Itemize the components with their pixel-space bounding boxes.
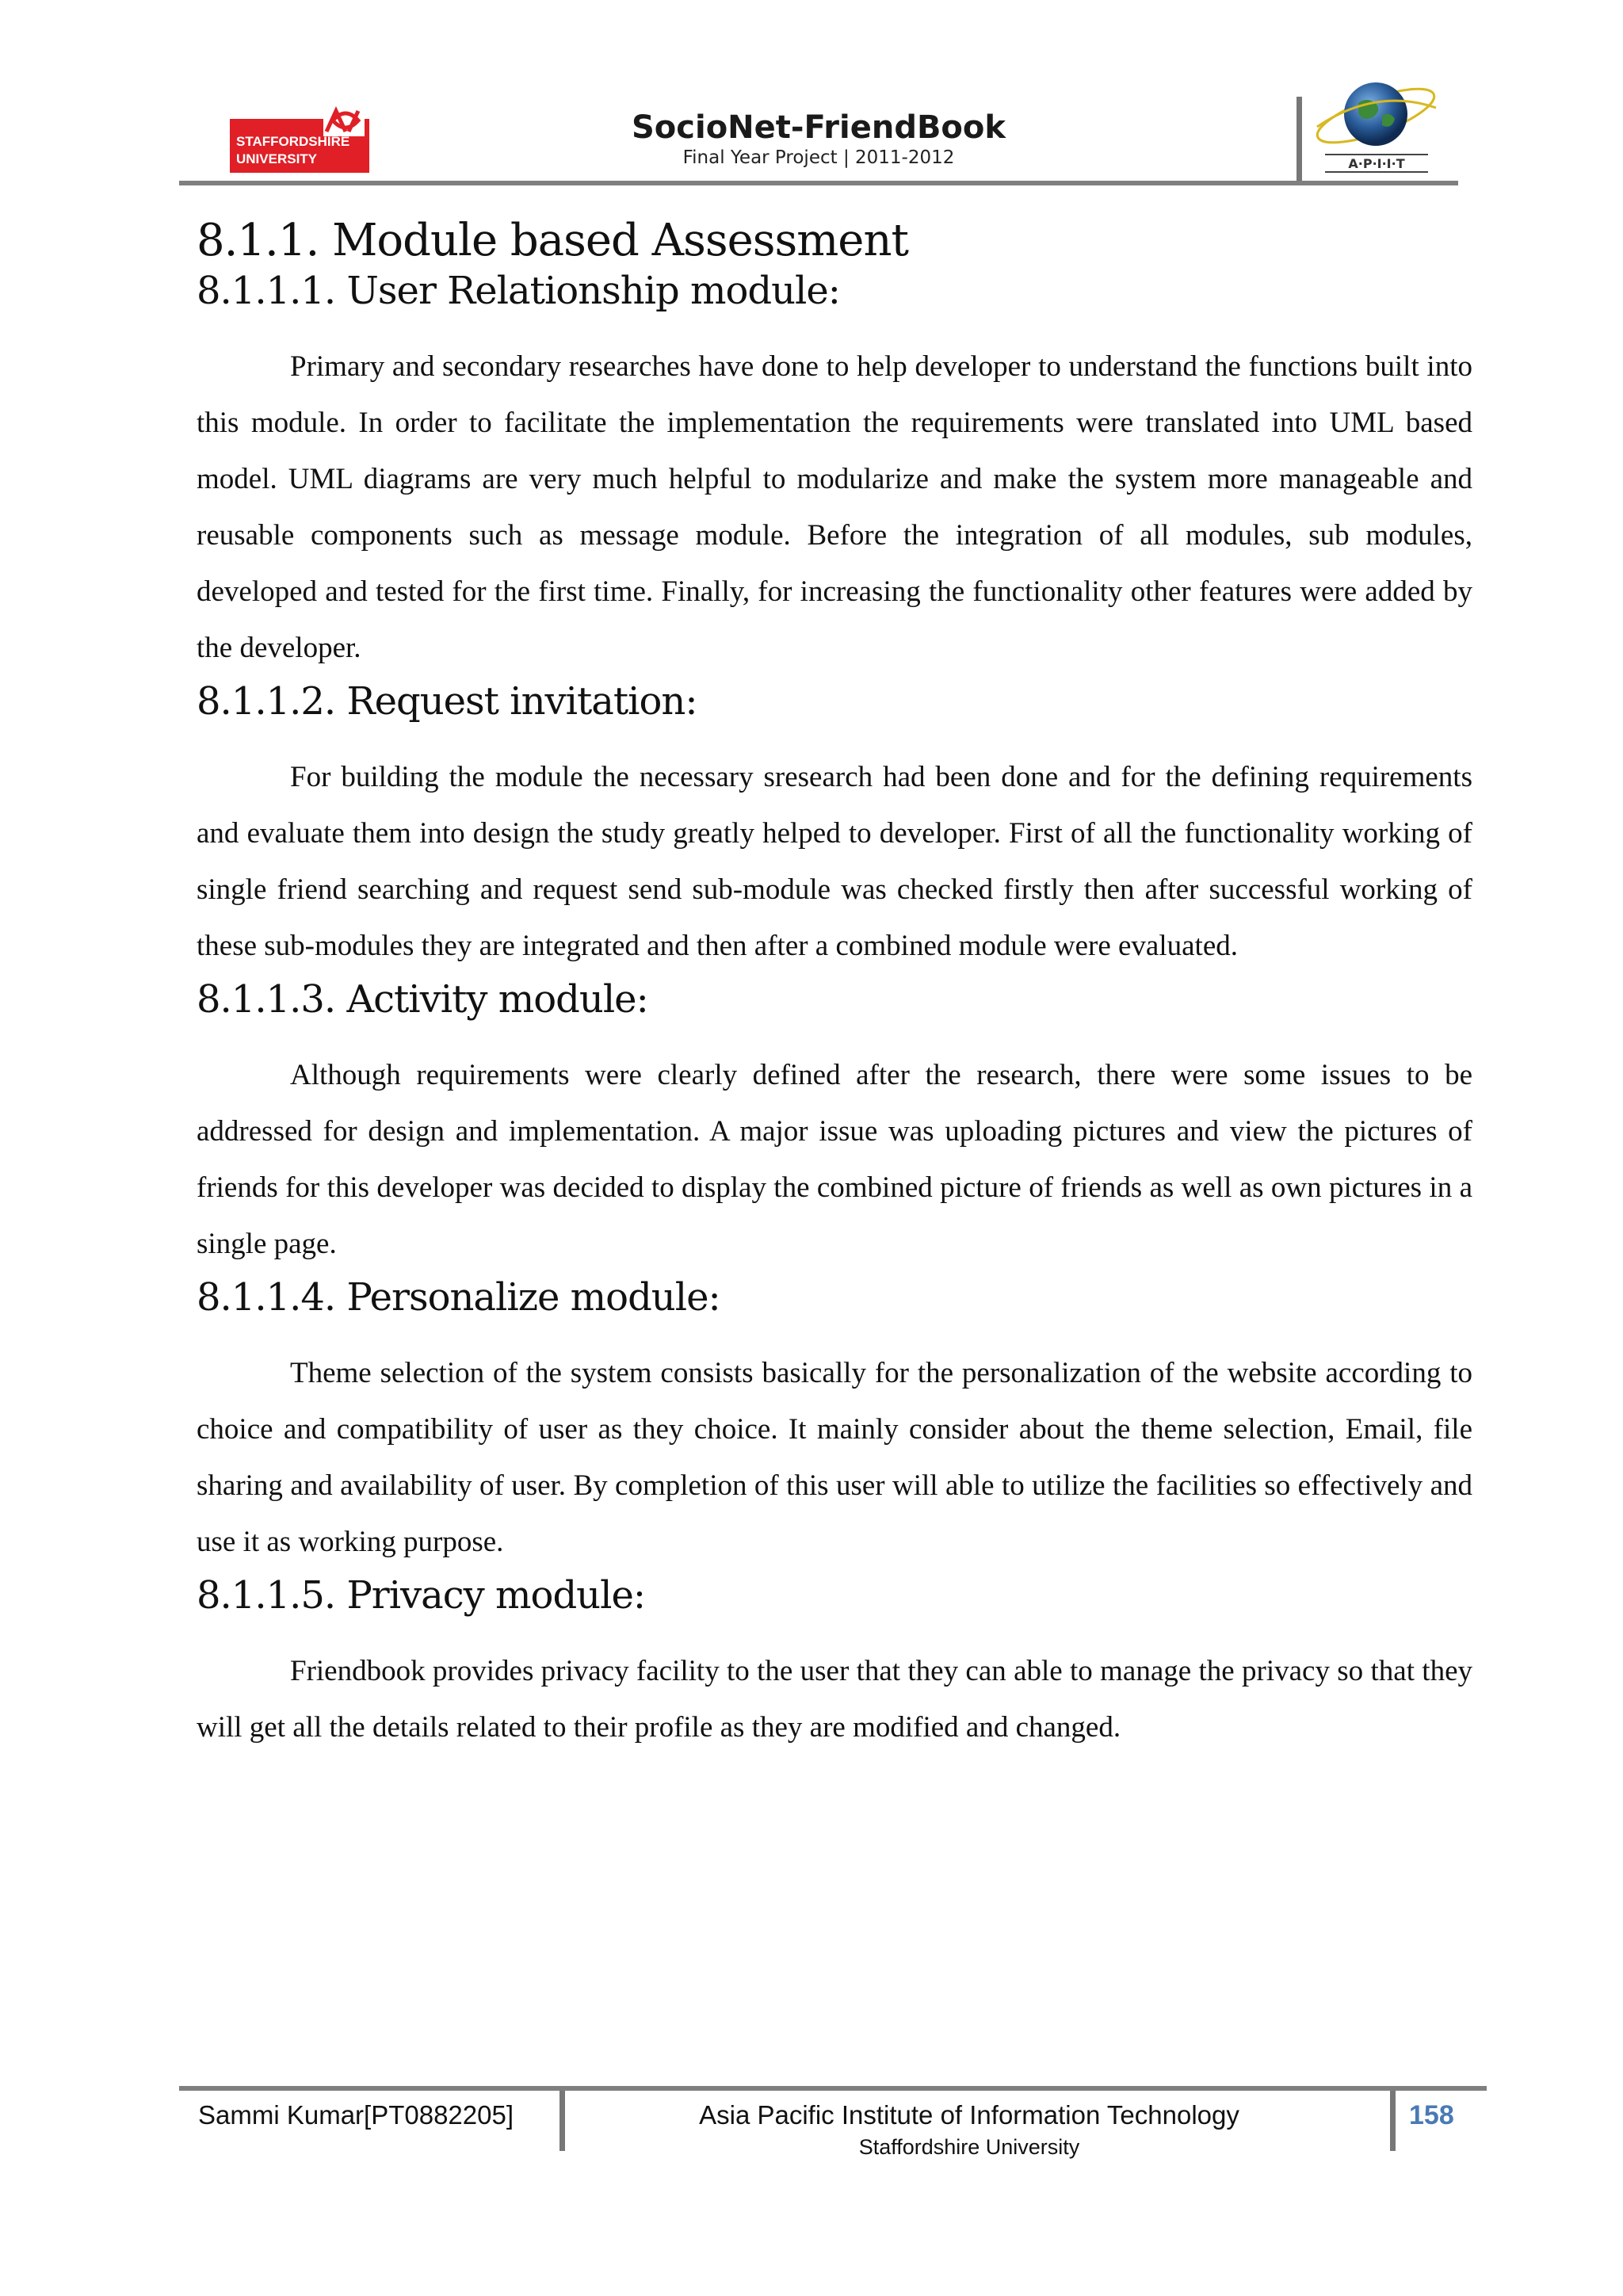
- footer-divider: [1390, 2091, 1396, 2151]
- page-footer: [179, 2086, 1487, 2165]
- document-subtitle: Final Year Project | 2011-2012: [682, 147, 955, 168]
- svg-text:A·P·I·I·T: A·P·I·I·T: [1348, 156, 1405, 171]
- svg-text:UNIVERSITY: UNIVERSITY: [236, 151, 318, 166]
- header-divider: [1296, 97, 1302, 181]
- subsection-heading-personalize: 8.1.1.4. Personalize module:: [197, 1275, 720, 1320]
- subsection-heading-activity: 8.1.1.3. Activity module:: [197, 977, 648, 1022]
- page-header: [179, 48, 1458, 184]
- page-number: 158: [1409, 2100, 1454, 2130]
- document-title: SocioNet-FriendBook: [631, 109, 1006, 146]
- footer-institution: Asia Pacific Institute of Information Technology: [699, 2100, 1239, 2130]
- subsection-heading-request-invitation: 8.1.1.2. Request invitation:: [197, 679, 697, 724]
- paragraph-user-relationship: Primary and secondary researches have done to help developer to understand the functions built into this module. In order to facilitate the implementation the requirements were translated into UML based model. UML diagrams are very much helpful to modularize and make the system more manageable and reusable components such as message module. Before the integration of all modules, sub modules, developed and tested for the first time. Finally, for increasing the functionality other features were added by the developer.: [197, 350, 1472, 665]
- page-content: [197, 214, 1472, 1755]
- apiit-globe-logo: [1309, 71, 1444, 182]
- footer-author: Sammi Kumar[PT0882205]: [198, 2100, 514, 2130]
- paragraph-request-invitation: For building the module the necessary sresearch had been done and for the defining requirements and evaluate them into design the study greatly helped to developer. First of all the functionality working of single friend searching and request send sub-module was checked firstly then after successful working of these sub-modules they are integrated and then after a combined module were evaluated.: [197, 761, 1472, 963]
- paragraph-activity: Although requirements were clearly defined after the research, there were some issues to be addressed for design and implementation. A major issue was uploading pictures and view the pictures of friends for this developer was decided to display the combined picture of friends as well as own pictures in a single page.: [197, 1059, 1472, 1261]
- svg-text:STAFFORDSHIRE: STAFFORDSHIRE: [236, 134, 350, 149]
- footer-rule: [179, 2086, 1487, 2091]
- footer-divider: [559, 2091, 565, 2151]
- header-rule: [179, 181, 1458, 185]
- paragraph-personalize: Theme selection of the system consists basically for the personalization of the website according to choice and compatibility of user as they choice. It mainly consider about the theme selection, Email, file sharing and availability of user. By completion of this user will able to utilize the facilities so effectively and use it as working purpose.: [197, 1357, 1472, 1559]
- subsection-heading-privacy: 8.1.1.5. Privacy module:: [197, 1573, 646, 1618]
- footer-university: Staffordshire University: [858, 2135, 1080, 2159]
- paragraph-privacy: Friendbook provides privacy facility to the user that they can able to manage the privacy so that they will get all the details related to their profile as they are modified and changed.: [197, 1655, 1472, 1744]
- subsection-heading-user-relationship: 8.1.1.1. User Relationship module:: [197, 269, 840, 314]
- section-heading: 8.1.1. Module based Assessment: [197, 215, 909, 266]
